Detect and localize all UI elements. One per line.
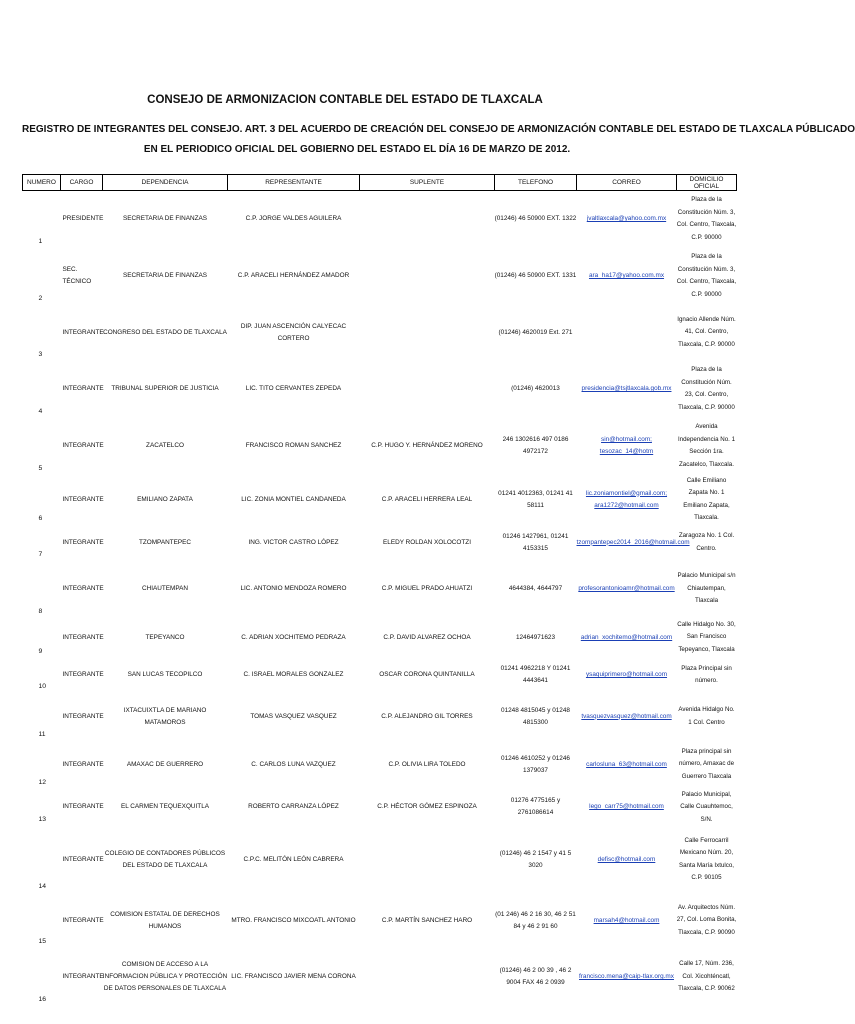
table-row [23, 191, 737, 248]
cell-cargo: INTEGRANTE [62, 585, 104, 592]
cell-dependencia: TEPEYANCO [145, 633, 185, 641]
cell-telefono: (01246) 46 2 00 39 , 46 2 9004 FAX 46 2 0939 [499, 967, 572, 986]
cell-representante: LIC. ANTONIO MENDOZA ROMERO [240, 585, 347, 592]
cell-representante: C. CARLOS LUNA VAZQUEZ [251, 760, 336, 768]
cell-suplente [360, 826, 495, 893]
cell-representante: C.P. JORGE VALDES AGUILERA [245, 215, 342, 223]
cell-telefono: 01246 4610252 y 01246 1379037 [501, 754, 570, 774]
cell-cargo: INTEGRANTE [62, 803, 104, 811]
cell-dependencia: COMISION ESTATAL DE DERECHOS HUMANOS [110, 910, 220, 930]
cell-numero: 7 [38, 550, 43, 558]
cell-representante: C. ISRAEL MORALES GONZALEZ [243, 671, 344, 678]
header-correo: CORREO [577, 175, 677, 191]
cell-telefono: (01246) 46 50900 EXT. 1331 [494, 272, 577, 279]
cell-correo[interactable]: tzompantepec2014_2016@hotmail.com [576, 538, 690, 546]
cell-numero: 2 [38, 294, 43, 302]
table-row [23, 789, 737, 827]
table-row [23, 561, 737, 618]
cell-representante: C.P. ARACELI HERNÁNDEZ AMADOR [237, 272, 350, 279]
cell-domicilio: Palacio Municipal s/n Chiautempan, Tlaxcala [677, 572, 736, 605]
cell-cargo: INTEGRANTE [62, 916, 104, 924]
cell-telefono: 01241 4962218 Y 01241 4443641 [500, 665, 571, 684]
cell-cargo: INTEGRANTE [62, 633, 104, 641]
cell-telefono: 01276 4775165 y 2761086614 [510, 797, 561, 817]
cell-domicilio: Plaza de la Constitución Núm. 23, Col. Centro, Tlaxcala, C.P. 90000 [678, 366, 735, 411]
cell-cargo: INTEGRANTE [62, 855, 104, 863]
cell-correo[interactable]: tvasquezvasquez@hotmail.com [581, 712, 672, 720]
cell-domicilio: Palacio Municipal, Calle Cuauhtemoc, S/N. [680, 790, 733, 823]
document-subtitle-line1: REGISTRO DE INTEGRANTES DEL CONSEJO. ART. 3 DEL ACUERDO DE CREACIÓN DEL CONSEJO DE ARMONIZACIÓN CONTABLE DEL ESTADO DE TLAXCALA PÚBLICADO [22, 124, 855, 135]
cell-correo [577, 305, 677, 361]
cell-correo[interactable]: defisc@hotmail.com [597, 855, 656, 863]
cell-dependencia: IXTACUIXTLA DE MARIANO MATAMOROS [123, 706, 207, 726]
document-title: CONSEJO DE ARMONIZACION CONTABLE DEL ESTADO DE TLAXCALA [147, 94, 543, 106]
cell-domicilio: Zaragoza No. 1 Col. Centro. [678, 532, 735, 552]
cell-domicilio: Plaza Principal sin número. [681, 664, 732, 684]
header-numero: NUMERO [23, 175, 61, 191]
cell-cargo: SEC. TÉCNICO [62, 266, 92, 285]
cell-suplente: C.P. ALEJANDRO GIL TORRES [381, 712, 473, 720]
cell-dependencia: CONGRESO DEL ESTADO DE TLAXCALA [103, 328, 227, 336]
cell-cargo: INTEGRANTE [62, 442, 104, 449]
cell-correo[interactable]: ara_ha17@yahoo.com.mx [588, 272, 665, 279]
cell-correo[interactable]: adrian_xochitemo@hotmail.com [580, 633, 673, 641]
cell-telefono: (01246) 4620013 [511, 385, 560, 392]
cell-correo[interactable]: presidencia@tsjtlaxcala.gob.mx [581, 385, 672, 392]
cell-cargo: INTEGRANTE [62, 712, 104, 720]
cell-telefono: (01 246) 46 2 16 30, 46 2 51 84 y 46 2 91 60 [495, 910, 576, 930]
cell-numero: 6 [38, 514, 43, 522]
cell-domicilio: Ignacio Allende Núm. 41, Col. Centro, Tlaxcala, C.P. 90000 [677, 315, 736, 348]
cell-correo[interactable]: francisco.mena@caip-tlax.org.mx [579, 973, 674, 980]
cell-numero: 4 [38, 407, 43, 415]
cell-suplente [360, 248, 495, 305]
table-row [23, 826, 737, 893]
cell-numero: 14 [38, 883, 47, 890]
table-row [23, 248, 737, 305]
table-row [23, 948, 737, 1006]
cell-dependencia: CHIAUTEMPAN [141, 585, 189, 592]
cell-representante: C. ADRIAN XOCHITEMO PEDRAZA [241, 633, 346, 641]
cell-representante: C.P.C. MELITÓN LEÓN CABRERA [243, 855, 344, 863]
cell-cargo: PRESIDENTE [62, 215, 104, 223]
header-dependencia: DEPENDENCIA [103, 175, 228, 191]
table-header-row [23, 175, 737, 191]
cell-telefono: 01241 4012363, 01241 41 58111 [498, 489, 573, 509]
cell-correo[interactable]: ysaquiprimero@hotmail.com [585, 671, 668, 678]
cell-correo[interactable]: lic.zoniamontiel@gmail.com; ara1272@hotmail.com [585, 489, 668, 509]
cell-representante: TOMAS VASQUEZ VASQUEZ [250, 712, 337, 720]
cell-correo[interactable]: jvaltlaxcala@yahoo.com.mx [586, 215, 667, 223]
cell-telefono: (01246) 4620019 Ext. 271 [498, 328, 573, 336]
cell-numero: 5 [38, 464, 43, 472]
cell-dependencia: TZOMPANTEPEC [138, 538, 192, 546]
cell-suplente [360, 191, 495, 248]
cell-dependencia: COLEGIO DE CONTADORES PÚBLICOS DEL ESTADO DE TLAXCALA [104, 849, 226, 869]
cell-domicilio: Plaza de la Constitución Núm. 3, Col. Centro, Tlaxcala, C.P. 90000 [676, 253, 737, 298]
table-row [23, 893, 737, 948]
cell-domicilio: Avenida Hidalgo No. 1 Col. Centro [678, 706, 735, 726]
cell-telefono: 01248 4815045 y 01248 4815300 [501, 706, 570, 726]
cell-cargo: INTEGRANTE [62, 538, 104, 546]
cell-domicilio: Calle Ferrocarril Mexicano Núm. 20, Santa María Ixtulco, C.P. 90105 [678, 836, 735, 881]
header-suplente: SUPLENTE [360, 175, 495, 191]
cell-representante: FRANCISCO ROMAN SANCHEZ [245, 442, 342, 449]
cell-dependencia: TRIBUNAL SUPERIOR DE JUSTICIA [111, 385, 219, 392]
cell-suplente [360, 948, 495, 1006]
cell-representante: ING. VICTOR CASTRO LÓPEZ [248, 538, 339, 546]
cell-suplente: C.P. DAVID ALVAREZ OCHOA [383, 633, 471, 641]
cell-dependencia: AMAXAC DE GUERRERO [126, 760, 204, 768]
cell-representante: LIC. FRANCISCO JAVIER MENA CORONA [231, 973, 356, 980]
table-row [23, 418, 737, 475]
table-row [23, 618, 737, 658]
cell-cargo: INTEGRANTE [62, 328, 104, 336]
cell-dependencia: EL CARMEN TEQUEXQUITLA [120, 803, 210, 811]
cell-numero: 13 [38, 816, 47, 823]
cell-dependencia: EMILIANO ZAPATA [137, 495, 193, 503]
cell-numero: 11 [38, 730, 46, 738]
header-representante: REPRESENTANTE [228, 175, 360, 191]
cell-dependencia: SECRETARIA DE FINANZAS [122, 272, 208, 279]
document-subtitle-line2: EN EL PERIODICO OFICIAL DEL GOBIERNO DEL ESTADO EL DÍA 16 DE MARZO DE 2012. [143, 144, 571, 155]
header-telefono: TELEFONO [495, 175, 577, 191]
cell-representante: MTRO. FRANCISCO MIXCOATL ANTONIO [231, 916, 356, 924]
cell-telefono: 12464971623 [515, 633, 556, 641]
cell-telefono: (01246) 46 2 1547 y 41 5 3020 [499, 849, 572, 869]
table-row [23, 525, 737, 561]
table-row [23, 361, 737, 418]
cell-domicilio: Plaza principal sin número, Amaxac de Guerrero Tlaxcala [678, 747, 735, 780]
cell-cargo: INTEGRANTE [62, 671, 104, 678]
cell-cargo: INTEGRANTE [62, 973, 104, 980]
cell-cargo: INTEGRANTE [62, 385, 104, 392]
cell-numero: 16 [38, 996, 47, 1003]
cell-numero: 8 [38, 607, 43, 615]
table-row [23, 305, 737, 361]
cell-suplente: C.P. HÉCTOR GÓMEZ ESPINOZA [377, 803, 477, 811]
cell-suplente: C.P. HUGO Y. HERNÁNDEZ MORENO [371, 442, 483, 449]
cell-correo[interactable]: marsah4@hotmail.com [593, 916, 660, 924]
cell-telefono: 01246 1427961, 01241 4153315 [502, 532, 569, 552]
cell-dependencia: COMISION DE ACCESO A LA INFORMACION PÚBLICA Y PROTECCIÓN DE DATOS PERSONALES DE TLAXCALA [102, 961, 228, 992]
cell-suplente: OSCAR CORONA QUINTANILLA [379, 671, 475, 678]
header-cargo: CARGO [61, 175, 103, 191]
cell-numero: 9 [38, 647, 43, 655]
cell-suplente: C.P. ARACELI HERRERA LEAL [381, 495, 473, 503]
cell-correo[interactable]: carlosluna_63@hotmail.com [586, 760, 667, 768]
cell-domicilio: Plaza de la Constitución Núm. 3, Col. Centro, Tlaxcala, C.P. 90000 [676, 196, 737, 241]
cell-domicilio: Avenida Independencia No. 1 Sección 1ra. Zacatelco, Tlaxcala. [677, 423, 736, 468]
cell-representante: DIP. JUAN ASCENCIÓN CALYECAC CORTERO [240, 322, 347, 342]
cell-cargo: INTEGRANTE [62, 760, 104, 768]
cell-suplente: ELEDY ROLDAN XOLOCOTZI [383, 538, 471, 546]
members-table [22, 174, 737, 1006]
cell-suplente: C.P. MIGUEL PRADO AHUATZI [381, 585, 473, 592]
header-domicilio: DOMICILIO OFICIAL [677, 175, 737, 191]
cell-suplente: C.P. MARTÍN SANCHEZ HARO [381, 916, 473, 924]
cell-dependencia: SECRETARIA DE FINANZAS [122, 215, 208, 223]
cell-suplente: C.P. OLIVIA LIRA TOLEDO [388, 760, 466, 768]
cell-telefono: 246 1302616 497 0186 4972172 [502, 436, 569, 455]
cell-numero: 3 [38, 350, 43, 358]
cell-suplente [360, 361, 495, 418]
cell-representante: LIC. TITO CERVANTES ZEPEDA [245, 385, 342, 392]
table-row [23, 693, 737, 741]
cell-cargo: INTEGRANTE [62, 495, 104, 503]
table-row [23, 741, 737, 789]
cell-representante: LIC. ZONIA MONTIEL CANDANEDA [241, 495, 346, 503]
table-row [23, 658, 737, 693]
cell-numero: 1 [38, 237, 43, 245]
cell-numero: 10 [38, 682, 47, 690]
cell-suplente [360, 305, 495, 361]
cell-domicilio: Calle Hidalgo No. 30, San Francisco Tepeyanco, Tlaxcala [677, 620, 736, 653]
cell-correo[interactable]: sin@hotmail.com; tesozac_14@hotm [599, 436, 654, 455]
table-row [23, 475, 737, 525]
cell-numero: 12 [38, 778, 47, 786]
cell-domicilio: Av. Arquitectos Núm. 27, Col. Loma Bonita, Tlaxcala, C.P. 90090 [676, 903, 737, 936]
cell-domicilio: Calle Emiliano Zapata No. 1 Emiliano Zapata, Tlaxcala. [683, 476, 730, 521]
cell-dependencia: ZACATELCO [146, 442, 184, 449]
cell-numero: 15 [38, 938, 47, 945]
cell-telefono: (01246) 46 50900 EXT. 1322 [494, 215, 577, 223]
cell-telefono: 4644384, 4644797 [508, 585, 563, 592]
cell-domicilio: Calle 17, Núm. 236, Col. Xicohténcatl, Tlaxcala, C.P. 90062 [678, 960, 735, 993]
cell-dependencia: SAN LUCAS TECOPILCO [127, 671, 203, 678]
cell-correo[interactable]: profesorantonioamr@hotmail.com [578, 585, 675, 592]
cell-representante: ROBERTO CARRANZA LÓPEZ [248, 803, 339, 811]
cell-correo[interactable]: lego_carr75@hotmail.com [589, 803, 664, 811]
